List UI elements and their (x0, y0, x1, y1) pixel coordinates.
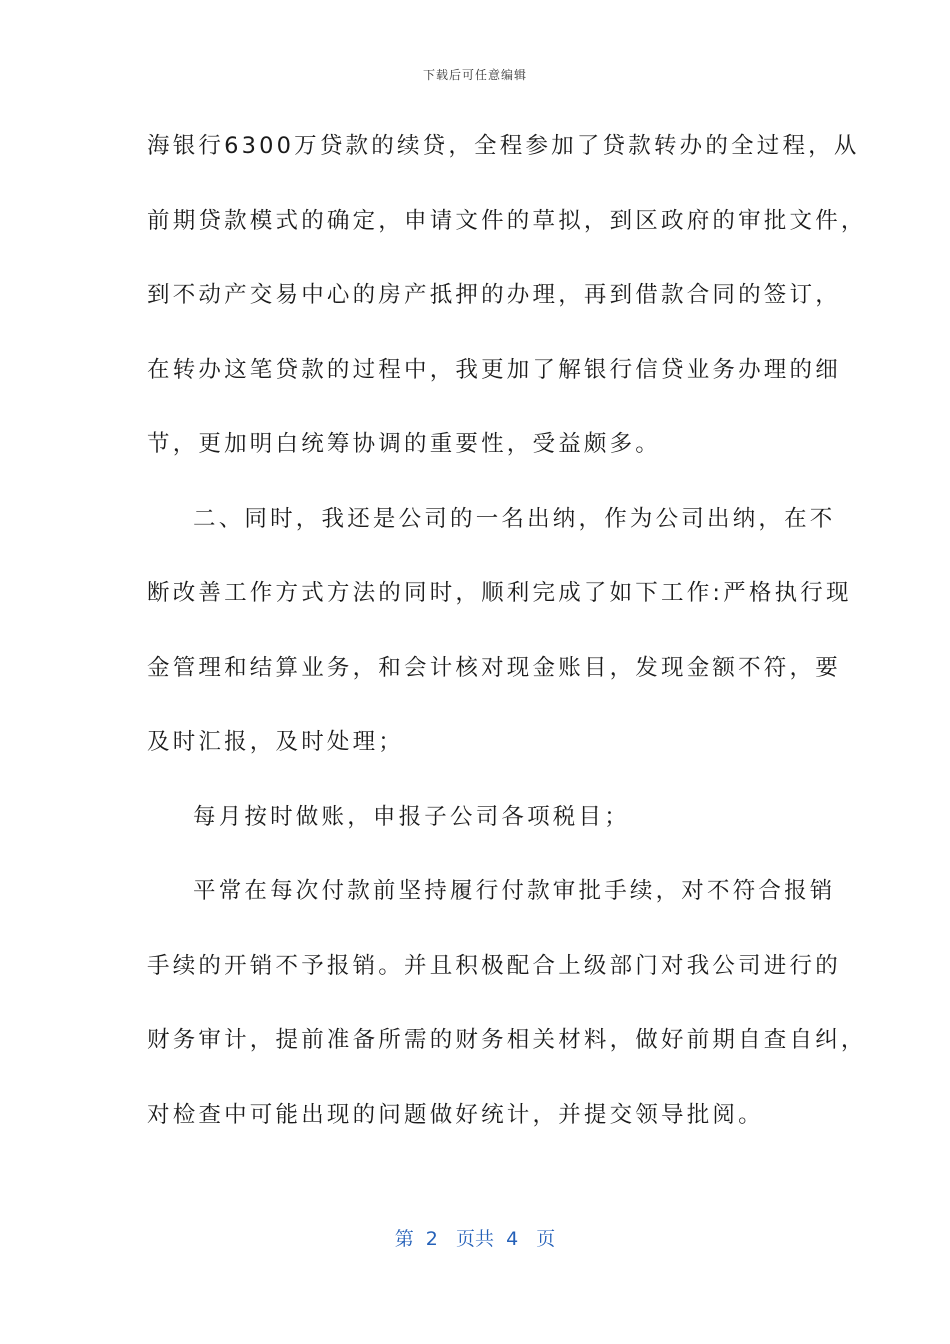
paragraph-start-line: 二、同时，我还是公司的一名出纳，作为公司出纳，在不 (193, 505, 836, 532)
text-line: 到不动产交易中心的房产抵押的办理，再到借款合同的签订， (147, 282, 841, 308)
text-line: 前期贷款模式的确定，申请文件的草拟，到区政府的审批文件， (147, 207, 867, 234)
text-line: 对检查中可能出现的问题做好统计，并提交领导批阅。 (147, 1101, 764, 1128)
paragraph-start-line: 每月按时做账，申报子公司各项税目； (193, 803, 630, 830)
text-line: 手续的开销不予报销。并且积极配合上级部门对我公司进行的 (147, 952, 841, 979)
text-line: 断改善工作方式方法的同时，顺利完成了如下工作:严格执行现 (147, 580, 852, 606)
text-line: 海银行6300万贷款的续贷，全程参加了贷款转办的全过程，从 (147, 133, 860, 159)
document-body (147, 124, 867, 1167)
text-line: 金管理和结算业务，和会计核对现金账目，发现金额不符，要 (147, 654, 841, 681)
text-line: 财务审计，提前准备所需的财务相关材料，做好前期自查自纠， (147, 1027, 867, 1053)
page-header: 下载后可任意编辑 (422, 68, 527, 82)
paragraph-start-line: 平常在每次付款前坚持履行付款审批手续，对不符合报销 (193, 878, 836, 904)
text-line: 节，更加明白统筹协调的重要性，受益颇多。 (147, 431, 662, 457)
text-line: 及时汇报，及时处理； (147, 729, 405, 755)
page-number-footer: 第 2 页共 4 页 (394, 1228, 556, 1250)
text-line: 在转办这笔贷款的过程中，我更加了解银行信贷业务办理的细 (147, 356, 841, 383)
